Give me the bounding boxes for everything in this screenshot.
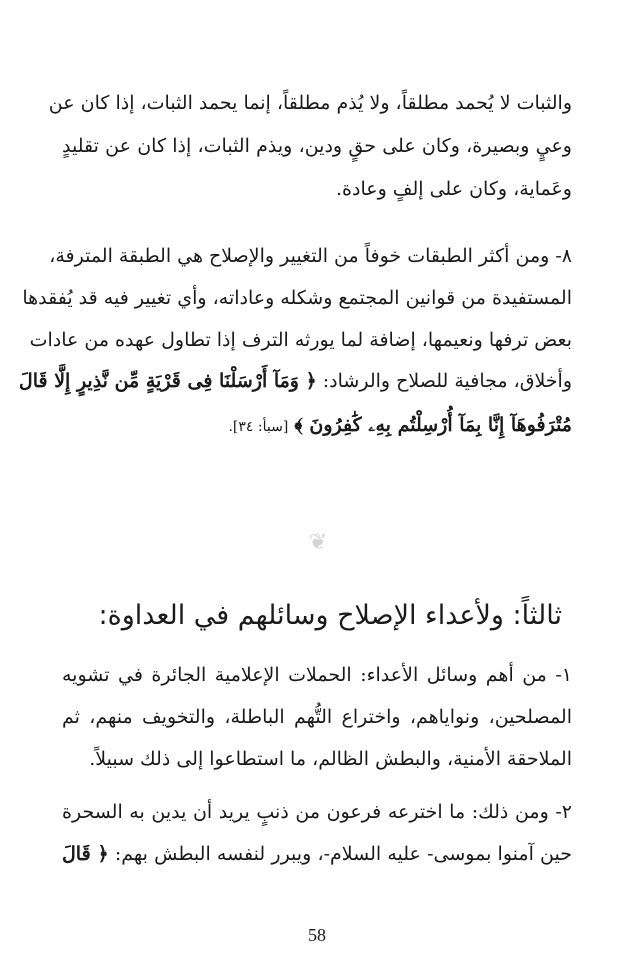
- quran-verse-part-2: مُتْرَفُوهَآ إِنَّا بِمَآ أُرْسِلْتُم بِهِۦ كَٰفِرُونَ ﴾: [294, 414, 572, 436]
- paragraph-1-line-2: وعيٍ وبصيرة، وكان على حقٍ ودين، ويذم الثبات، إذا كان عن تقليدٍ: [62, 135, 572, 157]
- ornament-icon: ❦: [308, 530, 328, 555]
- paragraph-2-line-5: [62, 410, 572, 442]
- paragraph-2-line-1: ٨- ومن أكثر الطبقات خوفاً من التغيير والإصلاح هي الطبقة المترفة،: [49, 245, 572, 267]
- paragraph-1-line-3: وعَماية، وكان على إلفٍ وعادة.: [336, 178, 572, 200]
- paragraph-2-line-4-text: وأخلاق، مجافية للصلاح والرشاد:: [322, 370, 572, 392]
- paragraph-4-line-2-text: حين آمنوا بموسى- عليه السلام-، ويبرر لنفسه البطش بهم:: [114, 843, 572, 865]
- quran-verse-start: ﴿ قَالَ: [62, 843, 109, 865]
- paragraph-3-line-3: الملاحقة الأمنية، والبطش الظالم، ما استطاعوا إلى ذلك سبيلاً.: [89, 748, 572, 770]
- page-number: 58: [308, 925, 326, 945]
- paragraph-2-line-2: المستفيدة من قوانين المجتمع وشكله وعاداته، وأي تغيير فيه قد يُفقدها: [22, 287, 572, 309]
- paragraph-3-line-1: ١- من أهم وسائل الأعداء: الحملات الإعلامية الجائرة في تشويه: [62, 664, 572, 686]
- paragraph-2-line-3: بعض ترفها ونعيمها، إضافة لما يورثه الترف إذا تطاول عهده من عادات: [29, 329, 572, 351]
- paragraph-2-line-4: [18, 366, 572, 396]
- quran-reference: [سبأ: ٣٤].: [228, 419, 289, 435]
- paragraph-3-line-2: المصلحين، ونواياهم، واختراع التُّهم الباطلة، والتخويف منهم، ثم: [62, 706, 572, 728]
- section-heading: ثالثاً: ولأعداء الإصلاح وسائلهم في العداوة:: [98, 600, 562, 631]
- quran-verse-part-1: ﴿ وَمَآ أَرْسَلْنَا فِى قَرْيَةٍ مِّن نَّذِيرٍ إِلَّا قَالَ: [18, 370, 317, 392]
- paragraph-1-line-1: والثبات لا يُحمد مطلقاً، ولا يُذم مطلقاً، إنما يحمد الثبات، إذا كان عن: [48, 92, 572, 114]
- paragraph-4-line-2: [62, 839, 572, 869]
- paragraph-4-line-1: ٢- ومن ذلك: ما اخترعه فرعون من ذنبٍ يريد أن يدين به السحرة: [62, 801, 572, 823]
